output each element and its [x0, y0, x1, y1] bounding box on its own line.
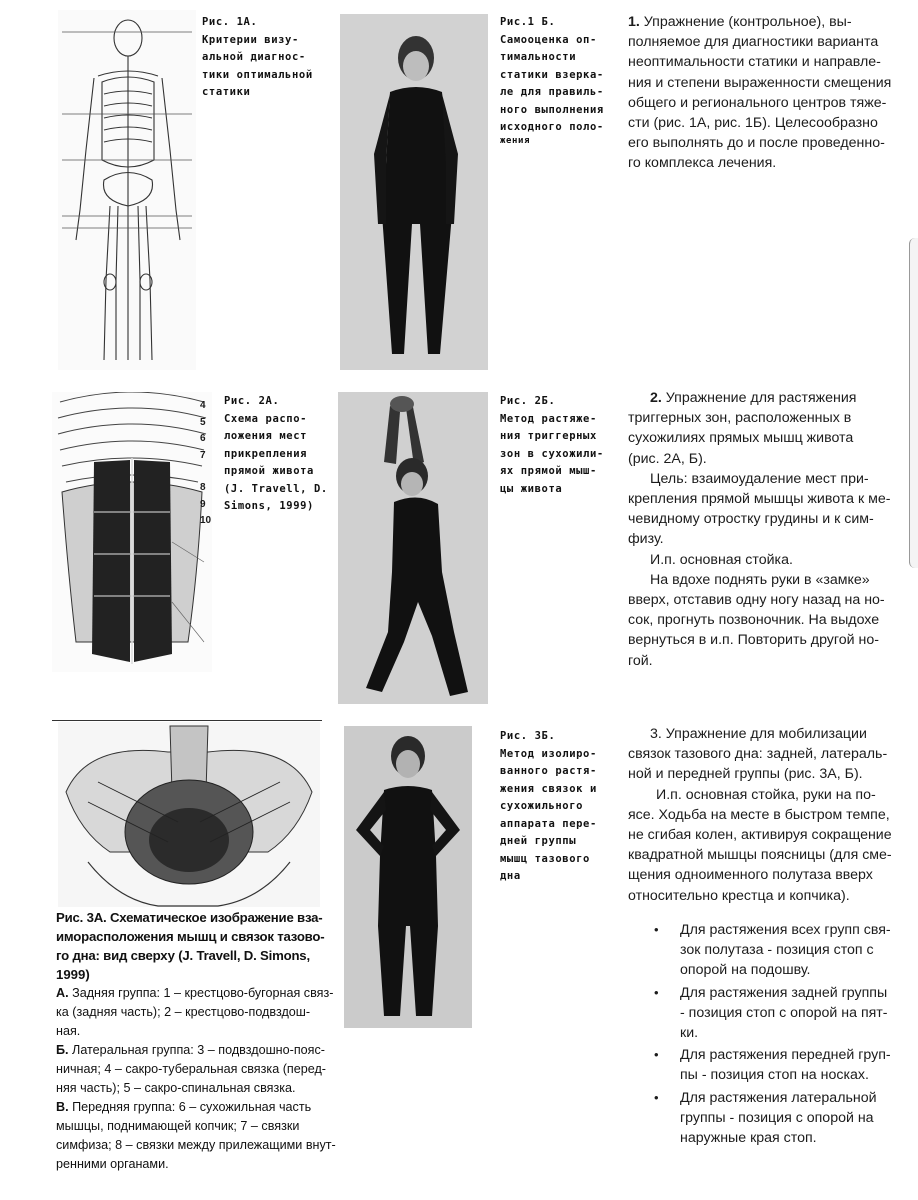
rectus-abdominis-diagram: [52, 392, 212, 672]
figure-2b-caption: Рис. 2Б. Метод растяже- ния триггерных зон в сухожили- ях прямой мыш- цы живота: [500, 395, 604, 495]
skeleton-illustration: [58, 10, 196, 370]
bullet-icon: •: [654, 1089, 659, 1105]
rib-numbers: 4 5 6 7 8 9 10: [200, 400, 212, 526]
figure-3b-caption: Рис. 3Б. Метод изолиро- ванного растя- жения связок и сухожильного аппарата пере- дней группы мышц тазового дна: [500, 730, 597, 882]
figure-1b-caption: Рис.1 Б. Самооценка оп- тимальности статики взерка- ле для правиль- ного выполнения исходного поло- жения: [500, 16, 604, 146]
bullet-item: • Для растяжения передней груп- пы - позиция стоп на носках.: [654, 1047, 891, 1084]
figure-3a-top-rule: [52, 720, 322, 721]
figure-2a-abdominal-muscle: [52, 392, 212, 672]
bullet-icon: •: [654, 922, 659, 937]
exercise-1-text: 1. Упражнение (контрольное), вы- полняемое для диагностики варианта неоптимальности статики и направле- ния и степени выраженности смещения общего и регионального центров тяже- сти (рис. 1А, рис. 1Б). Целесообразно его выполнять до и после проведенно- го комплекса лечения.: [628, 14, 892, 172]
figure-3a-caption: Рис. 3А. Схематическое изображение вза- иморасположения мышц и связок тазово- го дна: вид сверху (J. Travell, D. Simons, 1999) А. Задняя группа: 1 – крестцово-бугорная связ- ка (задняя часть); 2 – крестцово-подвздош- ная. Б. Латеральная группа: 3 – подвздошно-пояс- ничная; 4 – сакро-туберальная связка (перед- няя часть); 5 – сакро-спинальная связка. В. Передняя группа: 6 – сухожильная часть мышцы, поднимающей копчик; 7 – связки симфиза; 8 – связки между прилежащими внут- ренними органами.: [56, 910, 336, 1171]
figure-3a-pelvic-floor: [58, 722, 320, 907]
figure-2b-photo: [338, 392, 488, 704]
bullet-item: • Для растяжения задней группы - позиция стоп с опорой на пят- ки.: [654, 984, 888, 1042]
figure-2a-caption: Рис. 2А. Схема распо- ложения мест прикрепления прямой живота (J. Travell, D. Simons, 1999): [224, 395, 328, 512]
pelvic-floor-diagram: [58, 722, 320, 907]
exercise-3-text: 3. Упражнение для мобилизации связок тазового дна: задней, латераль- ной и передней группы (рис. 3А, Б). И.п. основная стойка, руки на по- ясе. Ходьба на месте в быстром темпе, не сгибая колен, активируя сокращение квадратной мышцы поясницы (для сме- щения одноименного полутаза вверх относительно крестца и копчика).: [628, 726, 892, 904]
figure-1a-caption: Рис. 1А. Критерии визу- альной диагнос- тики оптимальной статики: [202, 16, 313, 98]
figure-1a-skeleton: [58, 10, 196, 370]
exercise-3-bullets: [654, 920, 894, 1148]
bullet-icon: •: [654, 984, 659, 1000]
figure-1b-photo: [340, 14, 488, 370]
stretching-woman-photo: [338, 392, 488, 704]
page-edge-tab: [909, 238, 918, 568]
standing-woman-photo: [340, 14, 488, 370]
bullet-icon: •: [654, 1047, 659, 1063]
exercise-2-text: 2. Упражнение для растяжения триггерных зон, расположенных в сухожилиях прямых мышц живота (рис. 2А, Б). Цель: взаимоудаление мест при- крепления прямой мышцы живота к ме- чевидному отростку грудины и к сим- физу. И.п. основная стойка. На вдохе поднять руки в «замке» вверх, отставив одну ногу назад на но- сок, прогнуть позвоночник. На выдохе вернуться в и.п. Повторить другой но- гой.: [628, 390, 891, 669]
bullet-item: • Для растяжения всех групп свя- зок полутаза - позиция стоп с опорой на подошву.: [654, 922, 891, 979]
figure-3b-photo: [344, 726, 472, 1028]
hands-on-hips-woman-photo: [344, 726, 472, 1028]
bullet-item: • Для растяжения латеральной группы - позиция с опорой на наружные края стоп.: [654, 1089, 877, 1147]
